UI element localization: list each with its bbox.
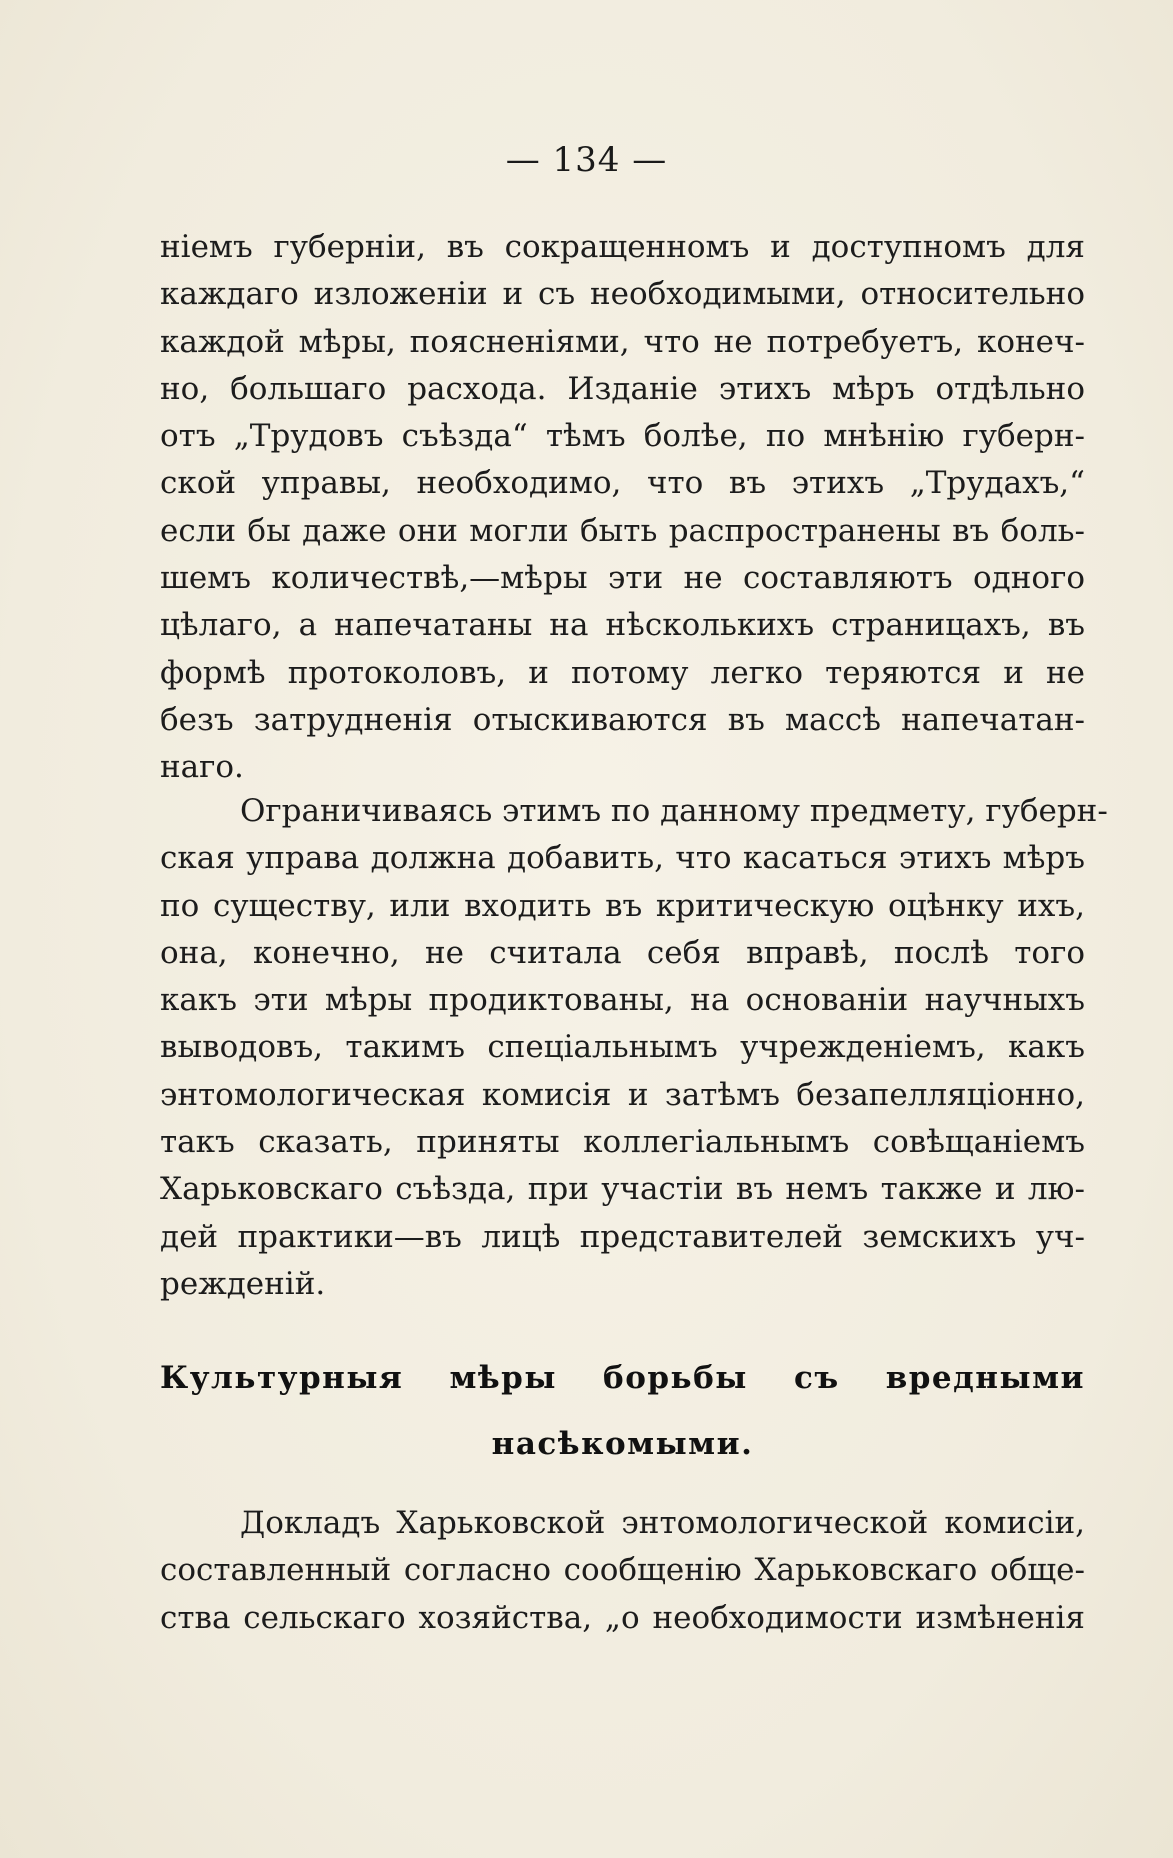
text-line: Харьковскаго съѣзда, при участіи въ немъ также и лю- bbox=[160, 1171, 1085, 1208]
text-line: шемъ количествѣ,—мѣры эти не составляютъ одного bbox=[160, 560, 1085, 597]
heading-line-1: Культурныя мѣры борьбы съ вредными bbox=[160, 1360, 1085, 1396]
text-line: ства сельскаго хозяйства, „о необходимости измѣненія bbox=[160, 1599, 1085, 1636]
text-line: но, большаго расхода. Изданіе этихъ мѣръ отдѣльно bbox=[160, 370, 1085, 407]
text-line: какъ эти мѣры продиктованы, на основаніи научныхъ bbox=[160, 982, 1085, 1019]
text-line: наго. bbox=[160, 749, 244, 786]
text-line: если бы даже они могли быть распространены въ боль- bbox=[160, 512, 1085, 549]
paragraph-2 bbox=[160, 788, 1108, 1308]
text-line: такъ сказать, приняты коллегіальнымъ совѣщаніемъ bbox=[160, 1124, 1085, 1161]
text-line: выводовъ, такимъ спеціальнымъ учрежденіемъ, какъ bbox=[160, 1029, 1085, 1066]
text-line: режденій. bbox=[160, 1265, 326, 1302]
page-number: — 134 — bbox=[505, 140, 668, 180]
text-line: ніемъ губерніи, въ сокращенномъ и доступномъ для bbox=[160, 229, 1085, 265]
text-line: Докладъ Харьковской энтомологической комисіи, bbox=[240, 1505, 1085, 1541]
text-line: ской управы, необходимо, что въ этихъ „Трудахъ,“ bbox=[160, 465, 1085, 502]
paragraph-1 bbox=[160, 224, 1085, 792]
text-line: дей практики—въ лицѣ представителей земскихъ уч- bbox=[160, 1218, 1085, 1255]
text-line: по существу, или входить въ критическую оцѣнку ихъ, bbox=[160, 887, 1085, 924]
heading-line-2: насѣкомыми. bbox=[491, 1426, 754, 1462]
paragraph-3 bbox=[160, 1500, 1085, 1642]
text-line: формѣ протоколовъ, и потому легко теряются и не bbox=[160, 654, 1085, 691]
text-line: каждой мѣры, поясненіями, что не потребуетъ, конеч- bbox=[160, 323, 1085, 360]
section-heading bbox=[160, 1345, 1085, 1477]
text-line: Ограничиваясь этимъ по данному предмету, губерн- bbox=[240, 793, 1108, 829]
text-line: ская управа должна добавить, что касаться этихъ мѣръ bbox=[160, 840, 1085, 877]
text-line: отъ „Трудовъ съѣзда“ тѣмъ болѣе, по мнѣнію губерн- bbox=[160, 418, 1085, 455]
text-line: энтомологическая комисія и затѣмъ безапелляціонно, bbox=[160, 1076, 1085, 1113]
text-line: составленный согласно сообщенію Харьковскаго обще- bbox=[160, 1552, 1085, 1589]
text-line: она, конечно, не считала себя вправѣ, послѣ того bbox=[160, 934, 1085, 971]
text-line: безъ затрудненія отыскиваются въ массѣ напечатан- bbox=[160, 701, 1085, 738]
text-line: цѣлаго, а напечатаны на нѣсколькихъ страницахъ, въ bbox=[160, 607, 1085, 644]
text-line: каждаго изложеніи и съ необходимыми, относительно bbox=[160, 276, 1085, 313]
